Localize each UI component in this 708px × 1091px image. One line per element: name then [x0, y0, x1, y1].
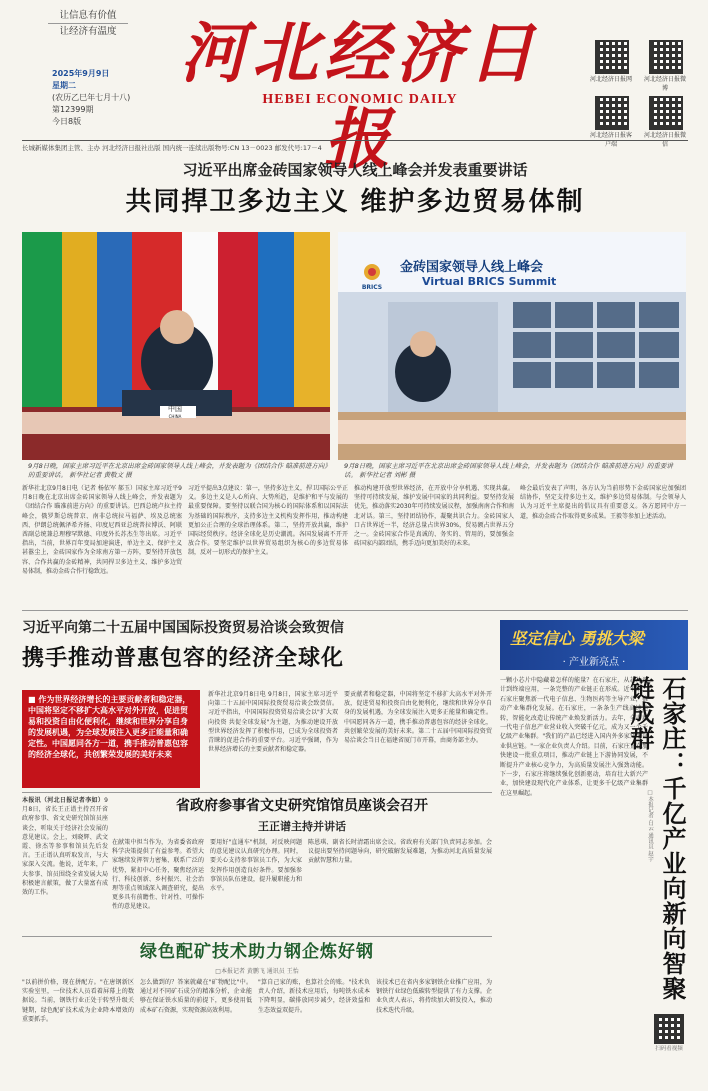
story-three-col-1: 本报讯（河北日报记者李如）9月8日，省长王正谱主持召开省政府参事、省文史研究馆馆员座谈会，听取关于经济社会发展的意见建议。会上，刘晓辉、武文霞、徐杰等参事和馆员先后发言。王正谱认真听取发言，与大家深入交流。他说，近年来，广大参事、馆员围绕全省发展大局积极建言献策，做了大量富有成效的工作。 [22, 797, 108, 897]
photo-left-caption: 9月8日晚，国家主席习近平在北京出席金砖国家领导人线上峰会，并发表题为《团结合作 瞄准前进方向》的重要讲话。 新华社记者 黄敬文 摄 [28, 462, 328, 479]
story-three-subhead: 王正谱主持并讲话 [258, 820, 346, 833]
photo-xi-right [338, 232, 686, 460]
qr-code-2[interactable]: 河北经济日报微博 [642, 40, 690, 92]
story-three-col-4: 陈恩琪、副省长时清霜出席会议。省政府有关部门负责同志参加。会议提出要坚持问题导向，研究破解发展难题，为推动河北高质量发展贡献智慧和力量。 [308, 839, 492, 865]
top-story-kicker: 习近平出席金砖国家领导人线上峰会并发表重要讲话 [182, 161, 528, 179]
lunar-date: (农历乙巳年七月十八) [52, 93, 131, 102]
story-four-col-4: 该技术已在省内多家钢铁企业推广应用，为钢铁行业绿色低碳转型提供了有力支撑。企业负责人表示，将持续加大研发投入，推动技术迭代升级。 [376, 979, 492, 1014]
story-three-col-3: 要用好"直通车"机制，对反映问题的意见建议认真研究办理。同时，要关心支持参事馆员工作，为大家发挥作用创造良好条件。要加强参事馆员队伍建设，提升履职能力和水平。 [210, 839, 302, 893]
photo-xi-left [22, 232, 330, 460]
story-four-col-1: "以前拼价格，现在拼配方。"在唐钢新区实验室里，一位技术人员看着屏幕上的数据说。当前，钢铁行业正处于转型升级关键期，绿色配矿技术成为企业降本增效的重要抓手。 [22, 979, 134, 1023]
qr-code-3[interactable]: 河北经济日报客户端 [588, 96, 636, 148]
qr-code-4[interactable]: 河北经济日报微信 [642, 96, 690, 148]
industry-highlight-banner [500, 620, 688, 670]
story-four-headline: 绿色配矿技术助力钢企炼好钢 [140, 942, 374, 962]
qr-code-icon [654, 1014, 684, 1044]
issue-date: 2025年9月9日 [52, 69, 110, 78]
nameplate-china: 中国 CHINA [168, 405, 182, 419]
story-two-col-1: 新华社北京9月8日电 9月8日，国家主席习近平向第二十五届中国国际投资贸易洽谈会致贺信。习近平指出，中国国际投资贸易洽谈会以"扩大双向投资 共促全球发展"为主题，为推动建设开放型世界经济发挥了积极作用，已成为全球投资者青睐的促进合作的重要平台。习近平强调，作为世界经济增长的主要贡献者和稳定器。 [208, 691, 338, 754]
logo-title-cn: 河北经济日报 [180, 14, 540, 178]
issue-number: 第12399期 [52, 105, 94, 114]
story-four-byline: □本报记者 黄鹏飞 通讯员 王怡 [215, 968, 299, 975]
sidebar-byline: □本报记者 白云 通讯员 赵宇 [647, 790, 653, 862]
summit-banner: 金砖国家领导人线上峰会 Virtual BRICS Summit [400, 260, 557, 288]
story-two-highlight: ■ 作为世界经济增长的主要贡献者和稳定器，中国将坚定不移扩大高水平对外开放，促进贸易和投资自由化便利化，继续和世界分享自身的发展机遇，为全球发展注入更多正能量和确定性。中国愿同各方一道，携手推动普惠包容的经济全球化，共创繁荣发展的美好未来 [22, 690, 200, 788]
brics-logo: BRICS [352, 262, 392, 292]
photo-illustration [22, 232, 330, 460]
top-story-col-4: 峰会最后发表了声明，各方认为当前形势下金砖国家应加强团结协作，坚定支持多边主义，维护多边贸易体制。与会领导人认为习近平主席提出的倡议具有重要意义。各方愿同中方一道，推动金砖合作取得更多成果。王毅等参加上述活动。 [520, 485, 686, 520]
masthead-slogan [48, 8, 128, 39]
story-two-col-2: 要贡献者和稳定器，中国将坚定不移扩大高水平对外开放，促进贸易和投资自由化便利化，继续和世界分享自身的发展机遇，为全球发展注入更多正能量和确定性。中国愿同各方一道，携手推动普惠包容的经济全球化，共创繁荣发展的美好未来。第二十五届中国国际投资贸易洽谈会当日在福建省厦门市开幕，由商务部主办。 [344, 691, 492, 745]
divider [22, 610, 688, 611]
masthead-date-block [52, 68, 132, 128]
slogan-line-2: 让经济有温度 [59, 26, 117, 37]
top-story-col-1: 新华社北京9月8日电（记者 杨依军 郝玉）国家主席习近平9月8日晚在北京出席金砖国家领导人线上峰会，并发表题为《团结合作 瞄准前进方向》的重要讲话。巴西总统卢拉主持峰会，俄罗斯总统普京、南非总统拉马福萨、埃及总统塞西、伊朗总统佩泽希齐扬、印度尼西亚总统普拉博沃、阿联酋副总统兼总理穆罕默德、印度外长苏杰生等出席。习近平指出，当前，世界百年变局加速演进，单边主义、保护主义甚嚣尘上，金砖国家作为全球南方第一方阵，要坚持开放包容、合作共赢的金砖精神，共同捍卫多边主义、维护多边贸易体制，推动金砖合作行稳致远。 [22, 485, 182, 575]
divider [22, 936, 492, 937]
top-story-col-2: 习近平提出3点建议：第一，坚持多边主义，捍卫国际公平正义。多边主义是人心所向、大势所趋，是维护和平与发展的最重要保障。要坚持以联合国为核心的国际体系和以国际法为基础的国际秩序，支持多边主义机构发挥作用，推动构建更加公正合理的全球治理体系。第二，坚持开放共赢，维护国际经贸秩序。经济全球化是历史潮流。各国发展离不开开放合作。要坚定维护以世界贸易组织为核心的多边贸易体制，反对一切形式的保护主义。 [188, 485, 348, 557]
story-four-col-2: 怎么做到的？答案就藏在"矿物配比"中。通过对不同矿石成分的精准分析，企业能够在保证铁水质量的前提下，更多使用低成本矿石资源，实现资源高效利用。 [140, 979, 252, 1014]
banner-title: 坚定信心 勇挑大梁 [510, 629, 644, 648]
logo-title-en: HEBEI ECONOMIC DAILY [262, 92, 458, 107]
story-three-dateline: 本报讯（河北日报记者李如） [22, 797, 105, 804]
divider [22, 792, 492, 793]
story-two-kicker: 习近平向第二十五届中国国际投资贸易洽谈会致贺信 [22, 620, 344, 636]
issue-weekday: 星期二 [52, 81, 76, 90]
story-four-col-3: "算自己家的账，也算社会的账。"技术负责人介绍，新技术应用后，每吨铁水成本下降明显，碳排放同步减少，经济效益和生态效益双提升。 [258, 979, 370, 1014]
sidebar-body: 一颗小芯片中隐藏着怎样的能量？在石家庄，从芯片设计到终端应用，一条完整的产业链正在形成。近年来，石家庄聚焦新一代电子信息、生物医药等主导产业，推动产业集群化发展。在石家庄，一条条生产线高速运转，智能化改造让传统产业焕发新活力。去年，全市新一代电子信息产业营业收入突破千亿元，成为又一个千亿级产业集群。"我们的产品已经进入国内外多家知名企业供应链。"一家企业负责人介绍。目前，石家庄正在加快建设一批重点项目，推动产业链上下游协同发展，不断提升产业核心竞争力，为高质量发展注入强劲动能。下一步，石家庄将继续强化创新驱动，培育壮大新兴产业，加快建设现代化产业体系，让更多千亿级产业集群在这里崛起。 [500, 677, 648, 797]
sidebar-video-qr[interactable]: 扫码看视频 [650, 1014, 688, 1052]
story-two-headline: 携手推动普惠包容的经济全球化 [22, 646, 345, 671]
story-three-col-2: 在献策中担当作为，为省委省政府科学决策提供了有益参考。希望大家继续发挥智力密集、联系广泛的优势，紧扣中心任务，聚焦经济运行、科技创新、乡村振兴、社会治理等重点领域深入调查研究，提出更多具有前瞻性、针对性、可操作性的意见建议。 [112, 839, 204, 911]
top-story-headline: 共同捍卫多边主义 维护多边贸易体制 [125, 187, 585, 217]
slogan-line-1: 让信息有价值 [48, 8, 128, 24]
publication-info-bar: 长城新媒体集团主管、主办 河北经济日报社出版 国内统一连续出版物号:CN 13－0023 邮发代号:17－4 [22, 140, 688, 152]
qr-code-grid [588, 40, 690, 148]
story-three-headline: 省政府参事省文史研究馆馆员座谈会召开 [176, 798, 428, 814]
top-story-col-3: 推动构建开放型世界经济，在开放中分享机遇、实现共赢。坚持可持续发展，维护发展中国家的共同利益。要坚持发展优先，推动落实2030年可持续发展议程，加强南南合作和南北对话。第三，坚持团结协作，凝聚共识合力。金砖国家人口占世界近一半，经济总量占世界30%，贸易额占世界五分之一。金砖国家合作是真诚的、务实的、管用的，要加强金砖国家内部团结，携手迈向更加美好的未来。 [354, 485, 514, 548]
page-count: 今日8版 [52, 117, 82, 126]
qr-code-1[interactable]: 河北经济日报网 [588, 40, 636, 92]
banner-subtitle: · 产业新亮点 · [562, 657, 626, 668]
photo-right-caption: 9月8日晚，国家主席习近平在北京出席金砖国家领导人线上峰会，并发表题为《团结合作 瞄准前进方向》的重要讲话。 新华社记者 刘彬 摄 [344, 462, 673, 479]
sidebar-vertical-title: 石家庄：千亿产业向新向智聚链成群 [626, 676, 686, 1001]
